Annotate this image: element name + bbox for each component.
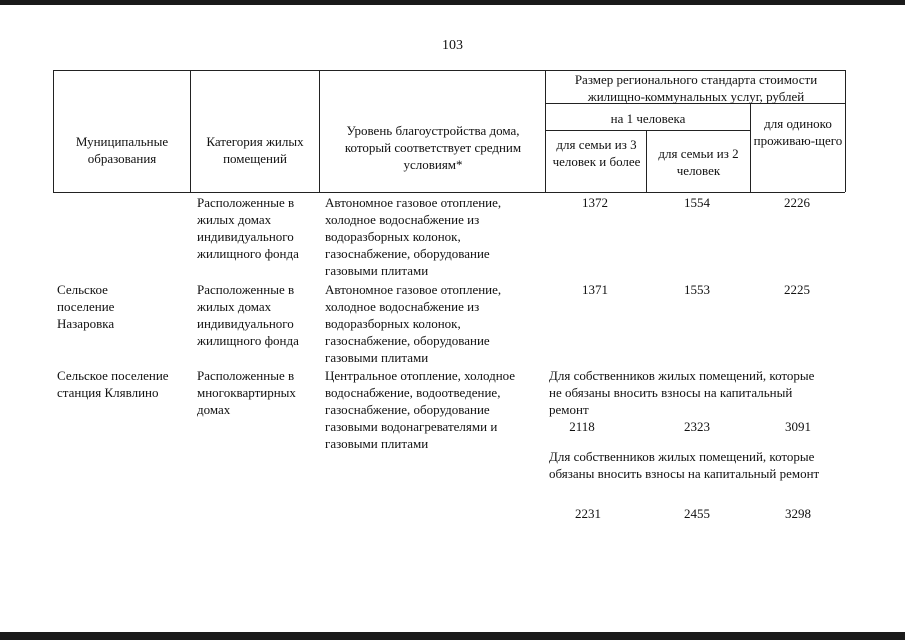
row3-municipality: Сельское поселение станция Клявлино (57, 368, 169, 400)
row3a-value-family3: 2118 (569, 419, 595, 434)
row3b-value-family3: 2231 (575, 506, 601, 521)
header-size: Размер регионального стандарта стоимости жилищно-коммунальных услуг, рублей (574, 72, 818, 104)
row2-value-single: 2225 (784, 282, 810, 297)
scan-border-top (0, 0, 905, 5)
row2-level: Автономное газовое отопление, холодное водоснабжение из водоразборных колонок, газоснабжение, оборудование газовыми плитами (325, 282, 502, 365)
row1-value-family2: 1554 (684, 195, 710, 210)
page-number: 103 (442, 38, 463, 53)
row1-value-family3: 1372 (582, 195, 608, 210)
table-border-right (845, 70, 846, 192)
header-single: для одиноко проживаю-щего (753, 116, 843, 148)
row3b-value-family2: 2455 (684, 506, 710, 521)
scan-border-bottom (0, 632, 905, 640)
row3-note-no-capital-repair: Для собственников жилых помещений, которые не обязаны вносить взносы на капитальный ремонт (549, 368, 815, 417)
row3-level: Центральное отопление, холодное водоснабжение, водоотведение, газоснабжение, оборудование газовыми водонагревателями и газовыми плитами (325, 368, 516, 451)
row2-category: Расположенные в жилых домах индивидуального жилищного фонда (197, 282, 299, 348)
row3-note-capital-repair: Для собственников жилых помещений, которые обязаны вносить взносы на капитальный ремонт (549, 449, 820, 481)
header-divider-per-person (545, 130, 750, 131)
row3a-value-family2: 2323 (684, 419, 710, 434)
row3b-value-single: 3298 (785, 506, 811, 521)
row3-category: Расположенные в многоквартирных домах (197, 368, 296, 417)
row2-value-family3: 1371 (582, 282, 608, 297)
header-family2: для семьи из 2 человек (658, 146, 739, 178)
col-divider-3 (545, 70, 546, 192)
row2-municipality: Сельское поселение Назаровка (57, 282, 115, 331)
header-level: Уровень благоустройства дома, который соответствует средним условиям* (344, 122, 522, 172)
row1-level: Автономное газовое отопление, холодное водоснабжение из водоразборных колонок, газоснабжение, оборудование газовыми плитами (325, 195, 502, 278)
header-municipal: Муниципальные образования (75, 134, 169, 166)
header-family3: для семьи из 3 человек и более (552, 137, 641, 169)
col-divider-4 (646, 130, 647, 192)
col-divider-1 (190, 70, 191, 192)
table-border-left (53, 70, 54, 192)
header-bottom-border (53, 192, 845, 193)
header-category: Категория жилых помещений (206, 134, 304, 166)
row1-category: Расположенные в жилых домах индивидуального жилищного фонда (197, 195, 299, 261)
col-divider-5 (750, 103, 751, 192)
row1-value-single: 2226 (784, 195, 810, 210)
row3a-value-single: 3091 (785, 419, 811, 434)
col-divider-2 (319, 70, 320, 192)
row2-value-family2: 1553 (684, 282, 710, 297)
header-per-person: на 1 человека (610, 111, 686, 126)
